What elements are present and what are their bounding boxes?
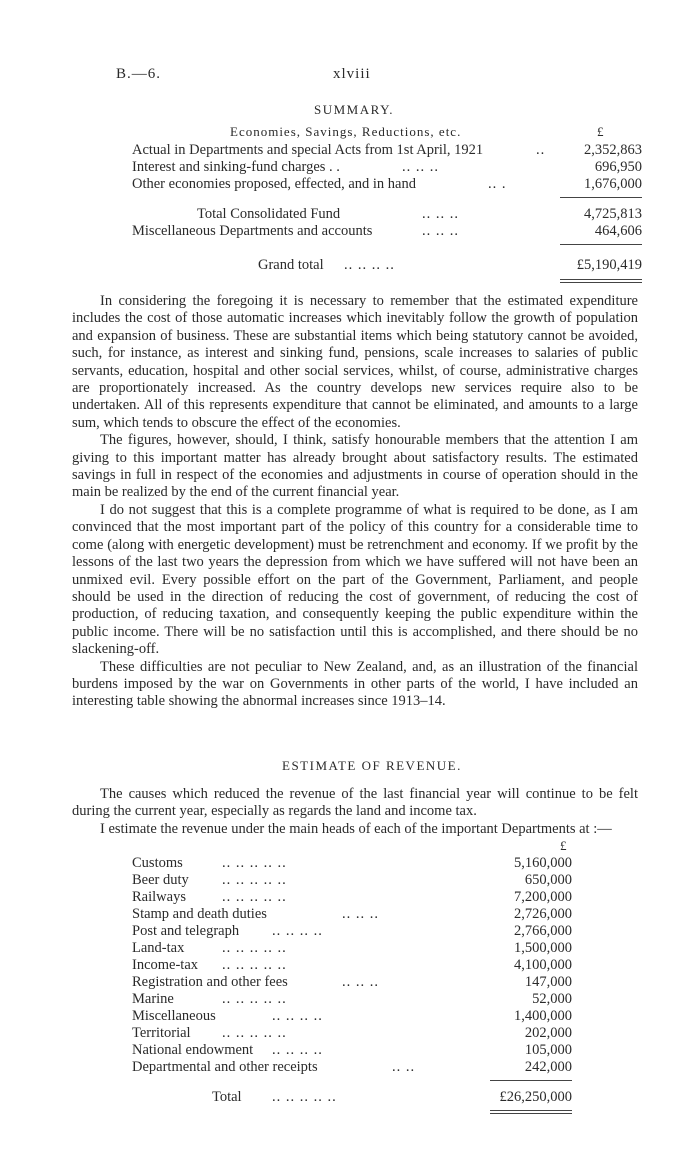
revenue-row-value: 650,000 [524,872,572,888]
leader-dots: .. .. .. [342,974,379,990]
revenue-row-value: 2,726,000 [514,906,572,922]
body-text [72,293,638,711]
revenue-total-double-rule [490,1110,572,1111]
revenue-row [132,1042,572,1059]
leader-dots: .. .. .. .. [272,923,323,939]
leader-dots: .. .. .. .. .. [222,855,287,871]
revenue-total-double-rule [490,1113,572,1114]
revenue-total-label: Total [212,1089,242,1105]
revenue-row-label: Registration and other fees [132,974,288,990]
revenue-row-value: 147,000 [524,974,572,990]
revenue-row-label: Land-tax [132,940,185,956]
summary-row [132,159,642,176]
summary-total-row [132,206,642,223]
leader-dots: .. .. .. .. .. [222,872,287,888]
revenue-row [132,923,572,940]
leader-dots: .. .. .. .. .. [222,940,287,956]
revenue-row-value: 52,000 [532,991,572,1007]
leader-dots: .. .. .. .. .. [272,1089,337,1105]
summary-misc-value: 464,606 [594,223,642,239]
summary-title: SUMMARY. [314,102,395,117]
leader-dots: .. .. .. [422,223,459,239]
grand-total-top-rule [560,244,642,245]
page-reference: B.—6. [116,66,162,82]
revenue-row [132,1008,572,1025]
revenue-row [132,855,572,872]
summary-row-label: Other economies proposed, effected, and in hand [132,176,416,192]
revenue-row-label: Beer duty [132,872,189,888]
revenue-row-value: 5,160,000 [514,855,572,871]
leader-dots: .. .. .. .. [272,1008,323,1024]
revenue-row [132,889,572,906]
revenue-row [132,1025,572,1042]
revenue-row [132,1059,572,1076]
revenue-total-row [132,1089,572,1106]
summary-row-label: Actual in Departments and special Acts from 1st April, 1921 [132,142,484,158]
paragraph: In considering the foregoing it is necessary to remember that the estimated expenditure includes the cost of those automatic increases which inevitably follow the growth of population and expansion of business. These are substantial items which being statutory cannot be avoided, such, for instance, as interest and sinking fund, pensions, scale increases to salaries of public servants, education, hospital and other social services, whilst, of course, administrative charges are proportionately increased. As the country develops new services require also to be undertaken. All of this represents expenditure that cannot be eliminated, and amounts to a large sum, which tends to obscure the effect of the economies. [72,293,638,431]
revenue-row-value: 1,500,000 [514,940,572,956]
revenue-row [132,872,572,889]
summary-row [132,142,642,159]
summary-subtitle: Economies, Savings, Reductions, etc. [230,124,462,139]
leader-dots: .. [536,142,546,158]
summary-row-value: 2,352,863 [584,142,642,158]
revenue-row-value: 4,100,000 [514,957,572,973]
summary-total-label: Total Consolidated Fund [197,206,341,222]
summary-grand-total-row [132,257,642,274]
leader-dots: .. .. .. .. [344,257,395,273]
leader-dots: .. .. .. [342,906,379,922]
revenue-row-label: Territorial [132,1025,191,1041]
revenue-row-value: 242,000 [524,1059,572,1075]
paragraph: These difficulties are not peculiar to New Zealand, and, as an illustration of the financial burdens imposed by the war on Governments in other parts of the world, I have included an interesting table showing the abnormal increases since 1913–14. [72,658,638,710]
revenue-row-value: 2,766,000 [514,923,572,939]
revenue-row-label: Railways [132,889,186,905]
summary-row [132,176,642,193]
summary-grand-total-value: £5,190,419 [576,257,642,273]
leader-dots: .. .. .. .. .. [222,957,287,973]
revenue-row-label: Income-tax [132,957,199,973]
revenue-row [132,940,572,957]
revenue-row-value: 202,000 [524,1025,572,1041]
revenue-currency-header: £ [560,838,567,853]
summary-misc-row [132,223,642,240]
paragraph: I do not suggest that this is a complete programme of what is required to be done, as I am convinced that the most important part of the policy of this country for a considerable time to come (along with energetic development) must be retrenchment and economy. If we profit by the lessons of the last two years the depression from which we have suffered will not have been an unmixed evil. Every possible effort on the part of the Government, Parliament, and people should be used in the direction of reducing the cost of government, of reducing the cost of production, of reducing taxation, and consequently keeping the public expenditure within the public income. There will be no satisfaction until this is accomplished, and there should be no slackening-off. [72,501,638,658]
revenue-row-label: Marine [132,991,174,1007]
revenue-row-label: Miscellaneous [132,1008,216,1024]
summary-row-label: Interest and sinking-fund charges . . [132,159,340,175]
summary-misc-label: Miscellaneous Departments and accounts [132,223,373,239]
revenue-row-label: National endowment [132,1042,254,1058]
summary-total-value: 4,725,813 [584,206,642,222]
leader-dots: .. .. .. [422,206,459,222]
paragraph: The figures, however, should, I think, satisfy honourable members that the attention I am giving to this important matter has already brought about satisfactory results. The estimated savings in full in respect of the economies and adjustments in course of operation should in the main be realized by the end of the current financial year. [72,432,638,501]
leader-dots: .. .. [392,1059,416,1075]
paragraph: The causes which reduced the revenue of the last financial year will continue to be felt during the current year, especially as regards the land and income tax. [72,786,638,820]
summary-row-value: 696,950 [594,159,642,175]
leader-dots: .. .. .. .. .. [222,889,287,905]
revenue-row [132,906,572,923]
revenue-row [132,991,572,1008]
leader-dots: .. .. .. [402,159,439,175]
summary-row-value: 1,676,000 [584,176,642,192]
subtotal-rule [560,197,642,198]
revenue-row-value: 1,400,000 [514,1008,572,1024]
leader-dots: .. .. .. .. .. [222,1025,287,1041]
grand-total-double-rule [560,282,642,283]
page-number: xlviii [333,66,371,82]
grand-total-double-rule [560,279,642,280]
leader-dots: .. . [488,176,507,192]
revenue-row-label: Customs [132,855,183,871]
revenue-row-label: Departmental and other receipts [132,1059,318,1075]
revenue-row-value: 7,200,000 [514,889,572,905]
revenue-row-label: Post and telegraph [132,923,240,939]
revenue-row [132,974,572,991]
paragraph: I estimate the revenue under the main heads of each of the important Departments at :— [100,820,612,837]
revenue-row-label: Stamp and death duties [132,906,267,922]
revenue-total-value: £26,250,000 [499,1089,572,1105]
leader-dots: .. .. .. .. .. [222,991,287,1007]
revenue-row-value: 105,000 [524,1042,572,1058]
revenue-intro [72,786,638,838]
leader-dots: .. .. .. .. [272,1042,323,1058]
revenue-total-top-rule [490,1080,572,1081]
revenue-title: ESTIMATE OF REVENUE. [282,758,462,773]
revenue-row [132,957,572,974]
summary-currency-header: £ [597,124,604,139]
summary-grand-total-label: Grand total [258,257,324,273]
